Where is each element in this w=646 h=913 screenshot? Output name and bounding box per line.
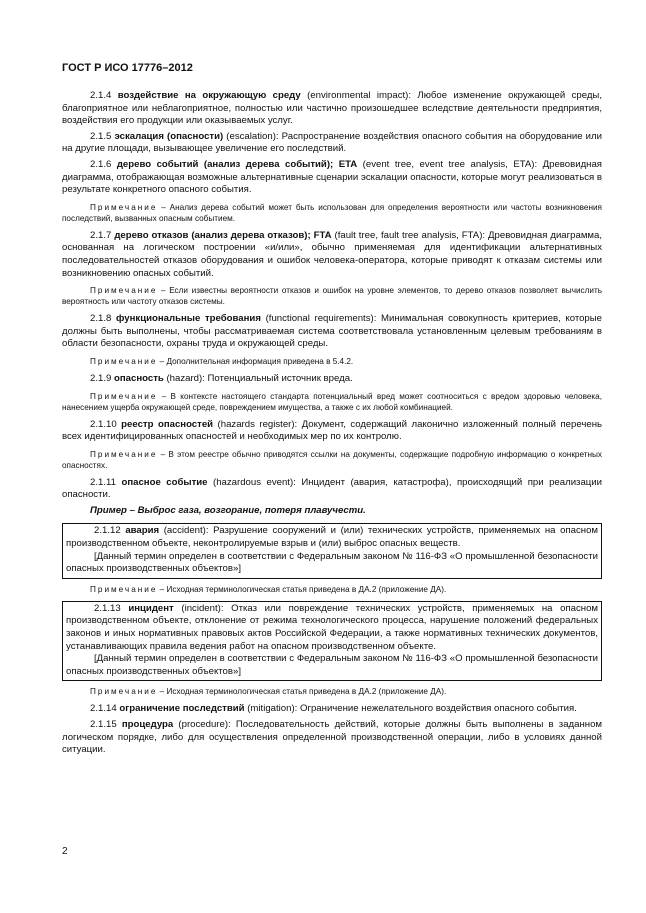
term-number: 2.1.12 xyxy=(94,525,121,537)
term-number: 2.1.10 xyxy=(90,418,117,430)
term-source-reference: [Данный термин определен в соответствии с Федеральным законом № 116-ФЗ «О промышленной безопасности опасных производственных объектов»] xyxy=(66,550,598,575)
term-entry xyxy=(62,719,602,757)
term-number: 2.1.15 xyxy=(90,719,117,730)
term-name: реестр опасностей xyxy=(121,418,214,430)
term-entry xyxy=(66,603,598,653)
term-name: дерево событий (анализ дерева событий); ETA xyxy=(116,158,358,170)
term-entry xyxy=(62,477,602,502)
term-number: 2.1.4 xyxy=(90,90,112,101)
term-number: 2.1.11 xyxy=(90,476,116,488)
term-name: эскалация (опасности) xyxy=(114,130,224,142)
term-entry xyxy=(62,230,602,280)
note xyxy=(62,686,602,697)
term-definition: (fault tree, fault tree analysis, FTA): Древовидная диаграмма, основанная на логическом построении «и/или», обычно применяемая для идентификации альтернативных последовательностей отказов оборудования и ошибок человека-оператора, которые приводят к отказам системы или возникновению опасных событий. xyxy=(62,229,603,279)
note xyxy=(62,285,602,307)
note xyxy=(62,202,602,224)
term-definition: (hazards register): Документ, содержащий лаконично изложенный полный перечень всех идентифицированных опасностей и необходимых мер по их контролю. xyxy=(62,418,602,443)
term-definition: (incident): Отказ или повреждение технических устройств, применяемых на опасном производственном объекте, отклонение от режима технологического процесса, нарушение положений федеральных законов и иных нормативных правовых актов Российской Федерации, а также нормативных технических документов, устанавливающих правила ведения работ на опасном производственном объекте. xyxy=(66,602,598,652)
term-source-reference: [Данный термин определен в соответствии с Федеральным законом № 116-ФЗ «О промышленной безопасности опасных производственных объектов»] xyxy=(66,653,598,677)
term-name: авария xyxy=(125,525,160,537)
term-name: опасность xyxy=(114,372,164,384)
term-entry xyxy=(62,313,602,351)
term-definition: (environmental impact): Любое изменение окружающей среды, благоприятное или неблагоприятное, полностью или частично произошедшее вследствие деятельности предприятия, воздействия его продукции или оказываемых услуг. xyxy=(62,90,602,127)
term-definition: (procedure): Последовательность действий, которые должны быть выполнены в заданном логическом порядке, либо для осуществления определенной производственной операции, либо в условиях данной ситуации. xyxy=(62,719,602,756)
term-name: функциональные требования xyxy=(116,313,261,325)
note-text: – В контексте настоящего стандарта потенциальный вред может соотноситься с вредом здоровью человека, нанесением ущерба окружающей среде, повреждением имущества, а также с их любой комбинацией. xyxy=(62,391,602,412)
note-label: Примечание xyxy=(90,356,158,366)
document-body xyxy=(62,90,602,757)
note xyxy=(62,391,602,413)
term-definition: (functional requirements): Минимальная совокупность критериев, которые должны быть выполнены, чтобы рассматриваемая система соответствовала установленным целевым требованиям в области безопасности, охраны труда и окружающей среды. xyxy=(62,313,603,350)
term-entry xyxy=(62,159,602,197)
term-definition: (hazard): Потенциальный источник вреда. xyxy=(163,372,353,384)
note-label: Примечание xyxy=(90,449,158,459)
note-label: Примечание xyxy=(90,584,158,594)
note-text: – Анализ дерева событий может быть использован для определения вероятности или частоты возникновения последствий, вызванных опасным событием. xyxy=(62,202,602,223)
example: Пример – Выброс газа, возгорание, потеря плавучести. xyxy=(90,504,366,516)
term-name: воздействие на окружающую среду xyxy=(117,90,301,101)
term-name: дерево отказов (анализ дерева отказов); FTA xyxy=(114,229,332,241)
term-entry xyxy=(62,131,602,156)
term-definition: (event tree, event tree analysis, ETA): Древовидная диаграмма, отображающая возможные альтернативные сценарии эскалации опасности, которые могут реализоваться в результате конкретного опасного события. xyxy=(62,158,602,196)
term-number: 2.1.13 xyxy=(94,602,121,614)
term-entry xyxy=(62,703,602,716)
term-number: 2.1.7 xyxy=(90,229,112,241)
note-label: Примечание xyxy=(90,687,158,697)
term-name: процедура xyxy=(121,719,174,730)
boxed-term-entry xyxy=(62,601,602,682)
note-label: Примечание xyxy=(90,202,158,212)
term-entry xyxy=(62,90,602,128)
term-definition: (mitigation): Ограничение нежелательного воздействия опасного события. xyxy=(244,703,577,715)
note-label: Примечание xyxy=(90,286,158,296)
term-definition: (accident): Разрушение сооружений и (или) технических устройств, применяемых на опасном производственном объекте, неконтролируемые взрыв и (или) выброс опасных веществ. xyxy=(66,525,599,550)
term-definition: (escalation): Распространение воздействия опасного события на оборудование или на другие площади, вызывающее увеличение его последствий. xyxy=(62,130,602,155)
term-number: 2.1.5 xyxy=(90,130,112,142)
term-entry xyxy=(66,525,598,550)
term-definition: (hazardous event): Инцидент (авария, катастрофа), происходящий при реализации опасности. xyxy=(62,476,602,501)
page-number: 2 xyxy=(62,846,68,857)
note xyxy=(62,584,602,595)
note-label: Примечание xyxy=(90,391,158,401)
term-name: ограничение последствий xyxy=(119,703,245,715)
note-text: – Дополнительная информация приведена в 5.4.2. xyxy=(157,356,354,366)
term-number: 2.1.6 xyxy=(90,158,112,170)
term-entry xyxy=(62,373,602,386)
term-entry xyxy=(62,419,602,444)
note-text: – Исходная терминологическая статья приведена в ДА.2 (приложение ДА). xyxy=(157,584,447,594)
note xyxy=(62,356,602,367)
term-number: 2.1.14 xyxy=(90,703,117,715)
term-name: опасное событие xyxy=(121,476,208,488)
note-text: – Исходная терминологическая статья приведена в ДА.2 (приложение ДА). xyxy=(157,687,447,697)
term-number: 2.1.9 xyxy=(90,372,112,384)
note-text: – В этом реестре обычно приводятся ссылки на документы, содержащие подробную информацию о конкретных опасностях. xyxy=(62,449,602,470)
boxed-term-entry xyxy=(62,523,602,578)
note-text: – Если известны вероятности отказов и ошибок на уровне элементов, то дерево отказов позволяет вычислить вероятность или частоту отказов системы. xyxy=(62,286,602,307)
term-number: 2.1.8 xyxy=(90,313,112,325)
term-name: инцидент xyxy=(128,602,174,614)
note xyxy=(62,449,602,471)
document-header: ГОСТ Р ИСО 17776–2012 xyxy=(62,62,193,74)
